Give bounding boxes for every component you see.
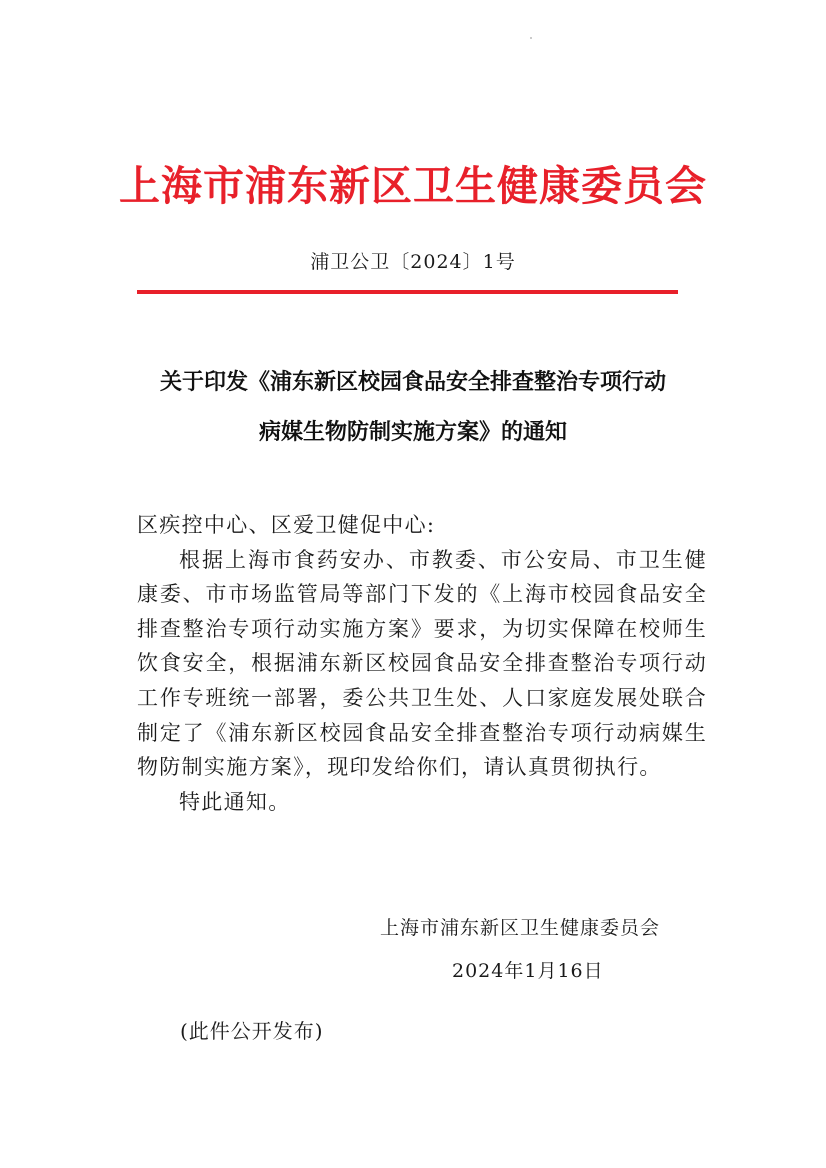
document-title <box>0 358 826 458</box>
issuing-organization-header: 上海市浦东新区卫生健康委员会 <box>119 162 707 210</box>
scan-speck <box>530 37 532 39</box>
document-number: 浦卫公卫〔2024〕1号 <box>310 251 516 273</box>
red-divider-line <box>137 290 678 294</box>
salutation: 区疾控中心、区爱卫健促中心: <box>137 513 436 537</box>
publicity-note: (此件公开发布) <box>180 1019 324 1043</box>
title-line-2: 病媒生物防制实施方案》的通知 <box>258 420 567 445</box>
closing-line: 特此通知。 <box>179 789 291 814</box>
signature-date: 2024年1月16日 <box>452 960 604 982</box>
document-body <box>137 508 707 819</box>
title-line-1: 关于印发《浦东新区校园食品安全排查整治专项行动 <box>159 370 666 395</box>
signature-organization: 上海市浦东新区卫生健康委员会 <box>380 917 661 939</box>
body-paragraph: 根据上海市食药安办、市教委、市公安局、市卫生健康委、市市场监管局等部门下发的《上海市校园食品安全排查整治专项行动实施方案》要求，为切实保障在校师生饮食安全，根据浦东新区校园食品安全排查整治专项行动工作专班统一部署，委公共卫生处、人口家庭发展处联合制定了《浦东新区校园食品安全排查整治专项行动病媒生物防制实施方案》，现印发给你们，请认真贯彻执行。 <box>137 547 707 780</box>
